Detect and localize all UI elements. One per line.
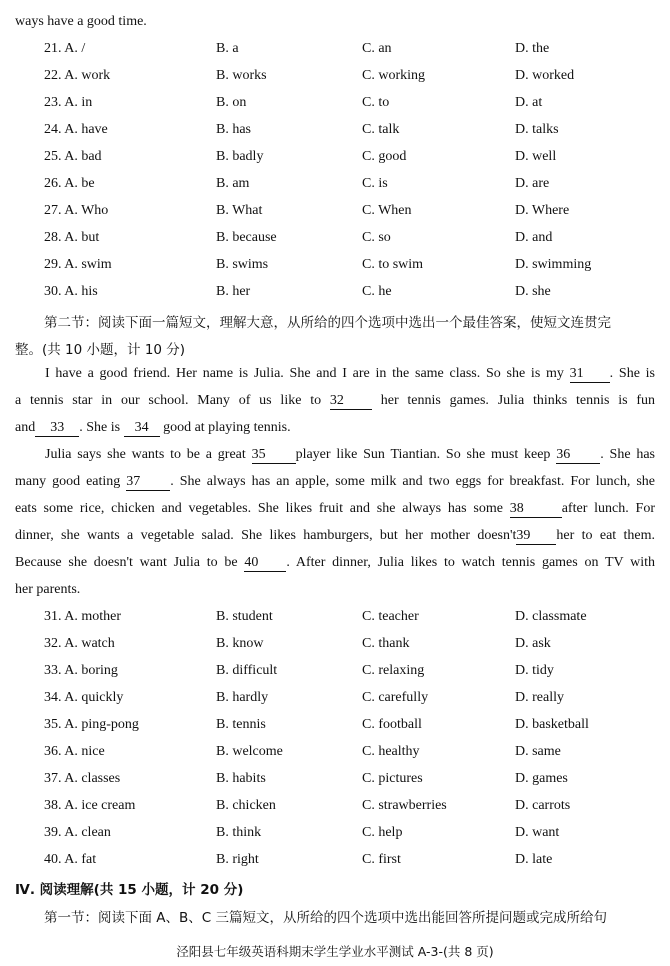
option-b: B. tennis — [216, 717, 266, 732]
passage-text: . She always has an apple, some milk and two eggs for breakfast. For lunch, she — [170, 474, 655, 489]
option-c: C. an — [362, 41, 392, 56]
blank-40: 40 — [244, 555, 286, 572]
passage-text: dinner, she wants a vegetable salad. She likes hamburgers, but her mother doesn't — [15, 528, 517, 543]
question-number-option-a: 34. A. quickly — [44, 690, 124, 705]
question-number-option-a: 28. A. but — [44, 230, 100, 245]
passage-text: I have a good friend. Her name is Julia. She and I are in the same class. So she is my — [45, 366, 564, 381]
option-c: C. first — [362, 852, 401, 867]
option-b: B. What — [216, 203, 263, 218]
blank-32: 32 — [330, 393, 372, 410]
option-c: C. he — [362, 284, 392, 299]
question-number-option-a: 24. A. have — [44, 122, 108, 137]
passage-text: eats some rice, chicken and vegetables. She likes fruit and she always has some — [15, 501, 503, 516]
passage-text: good at playing tennis. — [163, 420, 291, 435]
passage-text: . After dinner, Julia likes to watch tennis games on TV with — [286, 555, 656, 570]
option-c: C. good — [362, 149, 407, 164]
passage-text: Julia says she wants to be a great — [45, 447, 246, 462]
option-b: B. think — [216, 825, 262, 840]
option-d: D. games — [515, 771, 568, 786]
question-number-option-a: 37. A. classes — [44, 771, 121, 786]
option-c: C. When — [362, 203, 412, 218]
option-d: D. tidy — [515, 663, 554, 678]
passage-text: player like Sun Tiantian. So she must keep — [295, 447, 551, 462]
section4-instructions: 第一节：阅读下面 A、B、C 三篇短文，从所给的四个选项中选出能回答所提问题或完成所给句 — [44, 910, 608, 926]
passage-line — [15, 447, 655, 464]
page-footer: 泾阳县七年级英语科期末学生学业水平测试 A-3-(共 8 页) — [176, 944, 494, 959]
option-c: C. talk — [362, 122, 400, 137]
question-number-option-a: 22. A. work — [44, 68, 111, 83]
question-number-option-a: 31. A. mother — [44, 609, 121, 624]
option-b: B. chicken — [216, 798, 276, 813]
option-b: B. know — [216, 636, 264, 651]
option-d: D. swimming — [515, 257, 592, 272]
passage-text: her to eat them. — [556, 528, 655, 543]
option-d: D. really — [515, 690, 564, 705]
question-number-option-a: 21. A. / — [44, 41, 86, 56]
option-b: B. badly — [216, 149, 264, 164]
option-d: D. basketball — [515, 717, 589, 732]
option-d: D. worked — [515, 68, 575, 83]
passage-text: many good eating — [15, 474, 121, 489]
passage-text: and — [15, 420, 36, 435]
question-number-option-a: 38. A. ice cream — [44, 798, 136, 813]
option-c: C. thank — [362, 636, 410, 651]
option-d: D. she — [515, 284, 551, 299]
option-d: D. carrots — [515, 798, 571, 813]
option-d: D. and — [515, 230, 553, 245]
option-c: C. is — [362, 176, 388, 191]
option-c: C. to — [362, 95, 390, 110]
option-d: D. Where — [515, 203, 570, 218]
option-d: D. the — [515, 41, 550, 56]
passage-line — [15, 528, 655, 545]
option-c: C. healthy — [362, 744, 420, 759]
blank-35: 35 — [252, 447, 296, 464]
passage-text: her parents. — [15, 582, 81, 597]
question-number-option-a: 32. A. watch — [44, 636, 115, 651]
option-c: C. working — [362, 68, 425, 83]
option-d: D. are — [515, 176, 550, 191]
option-c: C. carefully — [362, 690, 429, 705]
question-number-option-a: 26. A. be — [44, 176, 95, 191]
passage-text: . She is — [79, 420, 121, 435]
question-number-option-a: 25. A. bad — [44, 149, 102, 164]
option-c: C. so — [362, 230, 391, 245]
question-number-option-a: 27. A. Who — [44, 203, 109, 218]
option-c: C. teacher — [362, 609, 419, 624]
question-number-option-a: 29. A. swim — [44, 257, 112, 272]
option-b: B. works — [216, 68, 267, 83]
passage-text: . She has — [600, 447, 656, 462]
blank-33: 33 — [35, 420, 79, 437]
passage-line — [15, 501, 655, 518]
section2-heading-line2: 整。(共 10 小题，计 10 分) — [15, 342, 186, 358]
passage-line — [15, 366, 655, 383]
option-b: B. right — [216, 852, 259, 867]
option-b: B. hardly — [216, 690, 269, 705]
option-c: C. help — [362, 825, 403, 840]
question-number-option-a: 23. A. in — [44, 95, 93, 110]
option-c: C. pictures — [362, 771, 423, 786]
question-number-option-a: 30. A. his — [44, 284, 98, 299]
option-b: B. because — [216, 230, 277, 245]
option-b: B. habits — [216, 771, 266, 786]
passage-line — [15, 474, 655, 491]
question-number-option-a: 40. A. fat — [44, 852, 97, 867]
option-b: B. swims — [216, 257, 269, 272]
blank-39: 39 — [516, 528, 556, 545]
section4-title: Ⅳ. 阅读理解(共 15 小题，计 20 分) — [15, 882, 244, 898]
passage-line — [15, 582, 655, 598]
option-d: D. same — [515, 744, 561, 759]
blank-36: 36 — [556, 447, 600, 464]
passage-line — [15, 555, 655, 572]
option-b: B. student — [216, 609, 273, 624]
option-d: D. late — [515, 852, 553, 867]
blank-34: 34 — [124, 420, 160, 437]
option-d: D. well — [515, 149, 557, 164]
passage-tail-line: ways have a good time. — [15, 14, 147, 29]
blank-37: 37 — [126, 474, 170, 491]
passage-line — [15, 393, 655, 410]
passage-text: her tennis games. Julia thinks tennis is fun — [380, 393, 656, 408]
option-d: D. want — [515, 825, 560, 840]
question-number-option-a: 33. A. boring — [44, 663, 118, 678]
question-number-option-a: 35. A. ping-pong — [44, 717, 139, 732]
option-c: C. football — [362, 717, 422, 732]
option-c: C. relaxing — [362, 663, 425, 678]
passage-text: Because she doesn't want Julia to be — [15, 555, 238, 570]
blank-38: 38 — [510, 501, 562, 518]
option-d: D. ask — [515, 636, 551, 651]
option-c: C. to swim — [362, 257, 424, 272]
option-d: D. classmate — [515, 609, 587, 624]
option-d: D. talks — [515, 122, 559, 137]
option-b: B. a — [216, 41, 239, 56]
option-b: B. am — [216, 176, 250, 191]
passage-text: . She is — [609, 366, 655, 381]
option-b: B. difficult — [216, 663, 278, 678]
passage-text: after lunch. For — [561, 501, 655, 516]
option-b: B. welcome — [216, 744, 283, 759]
option-c: C. strawberries — [362, 798, 447, 813]
passage-text: a tennis star in our school. Many of us like to — [15, 393, 322, 408]
question-number-option-a: 36. A. nice — [44, 744, 105, 759]
option-b: B. has — [216, 122, 251, 137]
question-number-option-a: 39. A. clean — [44, 825, 111, 840]
section2-heading-line1: 第二节：阅读下面一篇短文，理解大意，从所给的四个选项中选出一个最佳答案，使短文连贯完 — [44, 315, 611, 331]
option-b: B. her — [216, 284, 251, 299]
option-b: B. on — [216, 95, 247, 110]
passage-line — [15, 420, 655, 437]
blank-31: 31 — [570, 366, 610, 383]
option-d: D. at — [515, 95, 543, 110]
